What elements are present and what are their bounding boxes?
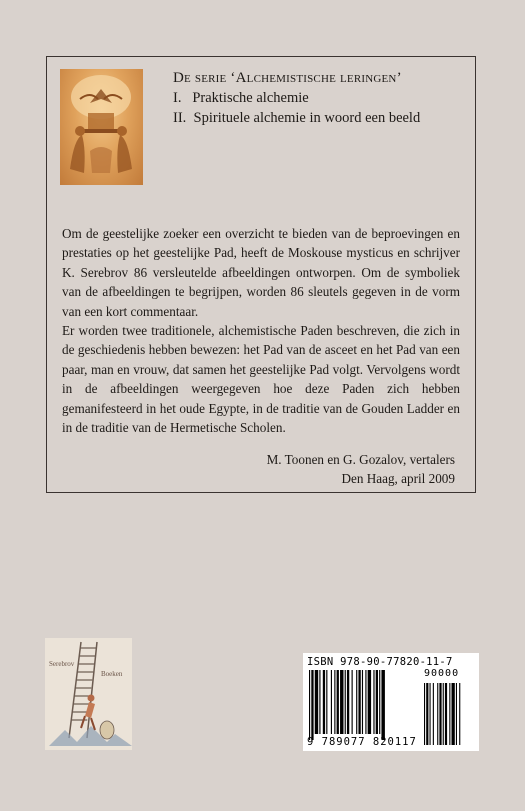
isbn-barcode [303,653,479,751]
translators-line: M. Toonen en G. Gozalov, vertalers [266,452,455,467]
series-item: II. Spirituele alchemie in woord een beeld [173,110,421,126]
ean-digits: 9 789077 820117 [307,736,417,748]
addon-bar [445,683,447,745]
addon-bar [426,683,428,745]
addon-bar [456,683,457,745]
barcode-bar [340,670,343,734]
barcode-bar [309,670,310,740]
description-paragraph: Er worden twee traditionele, alchemistische Paden beschreven, die zich in de geschiedenis hebben bewezen: het Pad van de asceet en het Pad van een paar, man en vrouw, dat samen het geestelijke Pad volgt. Vervolgens wordt in de afbeeldingen weergegeven hoe deze Paden zich hebben gemanifesteerd in het oude Egypte, in de traditie van de Gouden Ladder en in de traditie van de Hermetische Scholen. [62,323,460,436]
addon-bar [443,683,444,745]
barcode-bar [323,670,325,734]
logo-word-right: Boeken [101,670,123,678]
barcode-bar [319,670,320,734]
barcode-bar [368,670,371,734]
addon-bar [424,683,425,745]
barcode-bar [347,670,349,734]
description-text [62,224,460,437]
barcode-bar [358,670,360,734]
place-date-line: Den Haag, april 2009 [341,471,455,486]
barcode-bar [365,670,366,734]
barcode-bar [352,670,353,734]
series-item: I. Praktische alchemie [173,90,309,106]
barcode-bar [337,670,339,734]
addon-bar [439,683,441,745]
ladder-climber-icon [45,638,132,750]
series-title [173,68,463,88]
addon-bar [437,683,438,745]
barcode-bar [334,670,335,734]
barcode-bar [331,670,332,734]
barcode-bar [326,670,327,734]
series-title-prefix: De serie [173,70,231,86]
publisher-logo [45,638,132,750]
series-title-name: ‘Alchemistische leringen’ [230,70,402,86]
barcode-bar [376,670,378,734]
signature-block [230,450,455,488]
barcode-bar [362,670,363,734]
barcode-bar [311,670,313,740]
logo-word-left: Serebrov [49,660,75,668]
barcode-bar [356,670,357,734]
barcode-bar [315,670,318,734]
alchemy-illustration [60,69,143,185]
isbn-label: ISBN 978-90-77820-11-7 [307,656,453,668]
series-block [173,68,463,128]
barcode-bar [345,670,346,734]
addon-code: 90000 [424,668,460,679]
description-paragraph: Om de geestelijke zoeker een overzicht te bieden van de beproevingen en prestaties op het geestelijke Pad, heeft de Moskouse mysticus en schrijver K. Serebrov 86 versleutelde afbeeldingen ontworpen. Om de symboliek van de afbeeldingen te begrijpen, worden 86 sleutels gegeven in de vorm van een kort commentaar. [62,226,460,319]
addon-bar [433,683,434,745]
barcode-bar [373,670,374,734]
addon-bar [430,683,431,745]
barcode-bar [381,670,384,740]
addon-bar [459,683,460,745]
series-cover-thumbnail [60,69,143,185]
addon-bar [452,683,455,745]
addon-bar [449,683,450,745]
barcode-bar [379,670,380,734]
